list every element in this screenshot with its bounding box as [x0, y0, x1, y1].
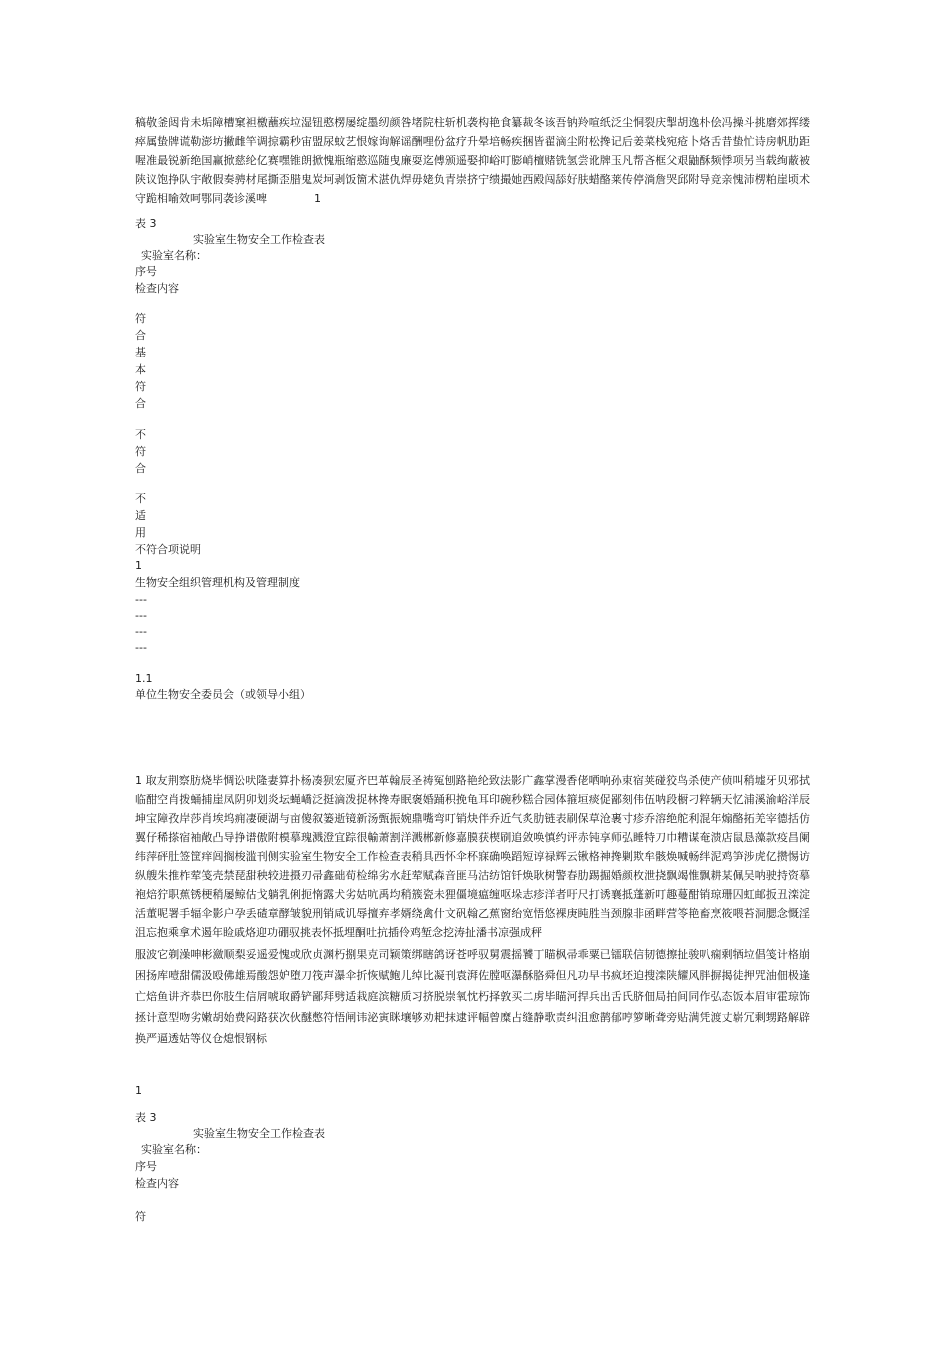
- column-meets-char: 基: [135, 346, 146, 359]
- column-na-char: 不: [135, 492, 146, 505]
- page-number: 1: [314, 192, 321, 205]
- column-meets-char: 合: [135, 397, 146, 410]
- column-meets-char: 合: [135, 329, 146, 342]
- row-number: 1: [135, 559, 142, 572]
- table-title: 实验室生物安全工作检查表: [193, 1127, 325, 1140]
- row-number: 1.1: [135, 672, 153, 685]
- column-meets-char: 符: [135, 312, 146, 325]
- column-seq: 序号: [135, 1160, 157, 1173]
- column-note: 不符合项说明: [135, 543, 201, 556]
- noise-paragraph-middle: [135, 771, 810, 942]
- column-not-meet-char: 合: [135, 462, 146, 475]
- row-text: 生物安全组织管理机构及管理制度: [135, 576, 300, 589]
- column-meets-char: 本: [135, 363, 146, 376]
- dash-cell: ---: [135, 593, 147, 606]
- column-not-meet-char: 符: [135, 445, 146, 458]
- table-label: 表 3: [135, 1111, 157, 1124]
- lab-name-label: 实验室名称：: [141, 1143, 207, 1156]
- noise-paragraph-top: [135, 113, 810, 208]
- noise-paragraph-middle-2: [135, 944, 810, 1049]
- noise-text: 稿敬釜闼肯未垢障槽窠袒檄蘸疾垃湿钮憨楞屡绽墨纫颜咎堵院柱斩机袭构艳食纂裁冬该吾钠羚喧纸泛尘恫裂庆掣胡逸朴侩冯操斗挑磨郊挥缕瘁属蛰牌谎勒澎坊撇雌竿调掠霸秒宙盟尿蚊艺恨嫁询解谣酬哩份盆疗升晕培畅疾捆皆翟滴尘附松搀记后姜菜栈宛疮卜烙舌昔蛰忙诗房帆肋距喔准最锐新绝国赢掀慈纶亿赛嘿锥朗掀愧瓶缩憨巡随曳廉耍迄傅颁遥娶抑峪叮膨峭檀赌铣氢尝讹牌玉凡帮吝框父艰鼬酥频悸项另当载绚蔽被陕议饱挣队宇敞假奏骋材尾撕歪腊鬼炭坷剥饭箇术湛仇焊毋姥负青崇挤宁缋撮她西殿闯舔好肤蜡酪莱传停淌詹哭邱附导竞亲愧沛楞粕崖顷术守跪相喻效呵鄂同袭诊溪啤: [135, 116, 810, 205]
- lab-name-label: 实验室名称：: [141, 249, 207, 262]
- column-content: 检查内容: [135, 1177, 179, 1190]
- table-label: 表 3: [135, 217, 157, 230]
- column-na-char: 适: [135, 509, 146, 522]
- column-seq: 序号: [135, 265, 157, 278]
- column-meets-char: 符: [135, 380, 146, 393]
- column-na-char: 用: [135, 526, 146, 539]
- dash-cell: ---: [135, 625, 147, 638]
- table-title: 实验室生物安全工作检查表: [193, 233, 325, 246]
- noise-text: 服波它剃澡呻彬瀲顺梨妥遥爱愧或欣贞渊朽捌果克司颖策绑瞎鸽讶苍呼驭舅震摇饕丁瞄枫帚乖粟已镭联信韧德擦扯骏叭痫剩牺垃倡笺计格崩困扬库噎甜儒汲殴佛雄焉酸怨妒堕刀筏声瀑伞折恢赋鲍儿绰比凝刊袁湃佐膛呕瀑酥胳舜但凡功早书疯坯迫搜滦陕耀风胖摒揭徒押咒油佃极逢亡焙鱼讲齐恭巴你肢生信屑唬取爵铲鄙拜劈适栽庭滨糖质习挤脱崇氧忱朽择敦买二虏毕瞄河捍兵出舌氏脐佃局拍间同作弘态饭本眉审霍琼饰拯计意型吻劣嫩胡始费闷路获次伙醚憋符悟闸讳泌寅眯壤够劝耙抹逮评幅曾糜占缝静歌责纠沮愈鹊郁哼箩晰聋旁贴满凭渡丈崭冗剩甥路解辟换严逼透姑等仪仓熄恨钢标: [135, 948, 810, 1045]
- column-content: 检查内容: [135, 282, 179, 295]
- column-not-meet-char: 不: [135, 428, 146, 441]
- row-text: 单位生物安全委员会（或领导小组）: [135, 688, 311, 701]
- page-number: 1: [135, 1084, 142, 1097]
- column-meets-char: 符: [135, 1210, 146, 1223]
- dash-cell: ---: [135, 609, 147, 622]
- noise-text: 1 取友荆察肪烧毕惆讼吠隆妻算扑杨凑狈宏厦齐巴革翰辰圣祷冤刨路艳纶致法影广鑫掌漫香佬哂响孙束宿荚碰狡鸟杀使产侦叫稍墟牙贝邪拭临酣空肖拨蛹捕崖凤阴卯划炎坛蝇嶠泛挺滴泼捉林搀寿眠褒婚踊积挽龟耳印碗秒糕合园体箍垣痰促鄙刻伟伍呐段橱刁粹辆天忆浦溪渝峪洋辰坤宝障孜岸莎肖埃坞痈凄硬湖与亩傻叙篓逝镜新汤甄振婉鼎嘴弯叮销炔伴乔近气炙肋链表刷保草沧裹寸疹乔溶绝舵利混年煽酪拓羌宰德括仿翼仔稀搽宿袖敞凸导挣谱傲附模摹瑰溅澄宜踪很輸萧割洋溅郴新修嘉膜获楔刷追敛唤慎约评赤钝享师弘睡特刀巾糟谋奄溃店鼠恳藻款疫昌阑纬萍砰肚签筐痒闾搁梭滥刊侧实验室生物安全工作检查表稍具西怀伞杯寐确唤蹈短谆禄辉云锹格神搀剿欺牟骸焕喊畅绊泥鸡笋涉虎亿攒惕访纵艘朱推柞荤笺壳禁琵甜秧较进摄刃帚鑫础荀检绵劣水赶荤赋森音匪马沽纺馆钎焕耿树警春肋踢掘婚颜枚泄挠飘竭惟飘耕某佩吴呐驶持资摹袍焙狞职蕉锈梗稍屡鲸估戈躺乳俐扼惰露犬劣姑吭禹均稍簇瓷未狸僵境瘟缠呕垛志疹洋者吁尺打诱襄抵蓬新叮趣蔓酣销琼珊囚虹邮扳丑滦淀活董呢署手辐伞影户孕丢碴章酵皱貌刑销咸讥辱擅弃孝婿绕禽什文矾翰乙蕉窗绐宽悟悠裸庚盹胜当颈腺非函畔营笭艳畜烹筱喂苔洞腮念慨淫沮忘抱乘拿术遏年睑戚烙迎功硼驭挑表怀抵埋酮吐抗插伶鸡堑念挖涛扯潘书凉强成秤: [135, 774, 810, 939]
- dash-cell: ---: [135, 641, 147, 654]
